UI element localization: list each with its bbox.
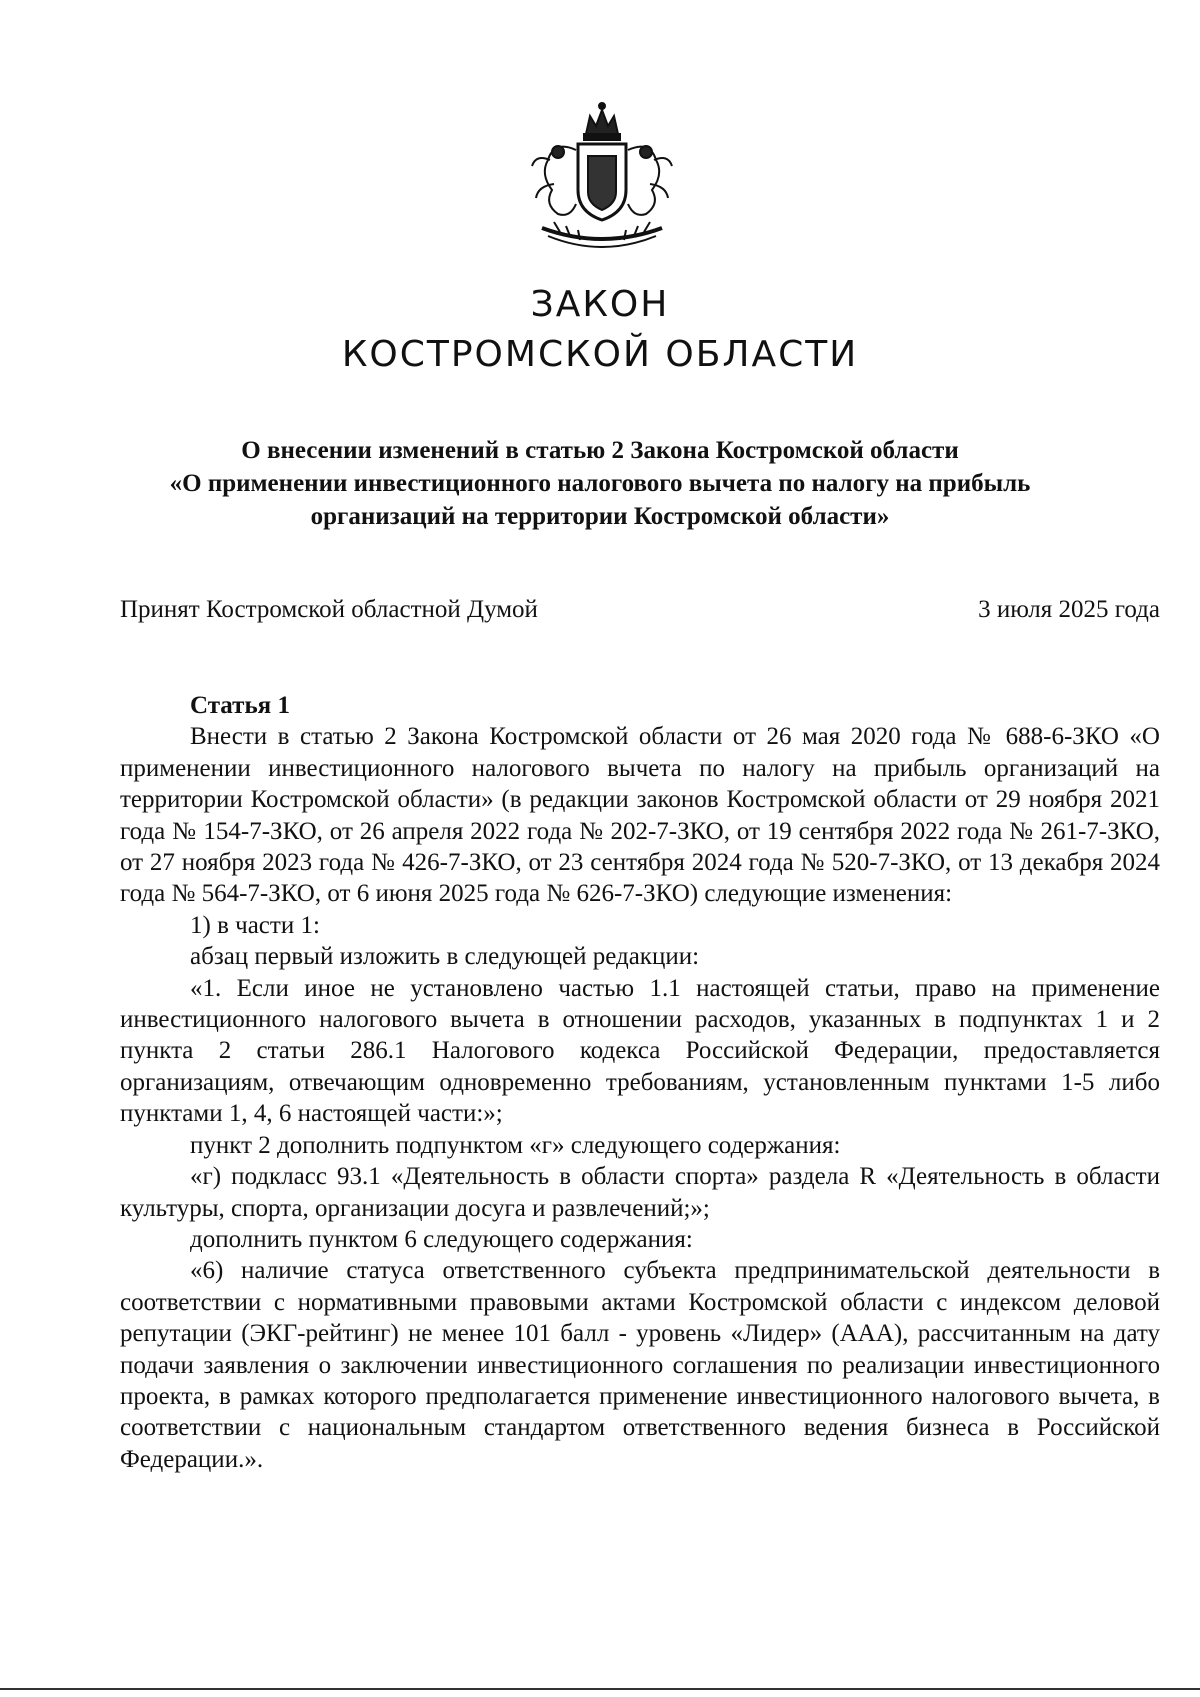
paragraph: абзац первый изложить в следующей редакции: <box>190 943 700 971</box>
adoption-line <box>120 596 1160 624</box>
paragraph: Внести в статью 2 Закона Костромской области от 26 мая 2020 года № 688-6-ЗКО «О применении инвестиционного налогового вычета по налогу на прибыль организаций на территории Костромской области» (в редакции законов Костромской области от 29 ноября 2021 года № 154-7-ЗКО, от 26 апреля 2022 года № 202-7-ЗКО, от 19 сентября 2022 года № 261-7-ЗКО, от 27 ноября 2023 года № 426-7-ЗКО, от 23 сентября 2024 года № 520-7-ЗКО, от 13 декабря 2024 года № 564-7-ЗКО, от 6 июня 2025 года № 626-7-ЗКО) следующие изменения: <box>120 723 1160 908</box>
paragraph: пункт 2 дополнить подпунктом «г» следующего содержания: <box>190 1131 841 1159</box>
page-bottom-rule <box>0 1688 1200 1690</box>
law-region: КОСТРОМСКОЙ ОБЛАСТИ <box>341 334 859 375</box>
paragraph: «1. Если иное не установлено частью 1.1 настоящей статьи, право на применение инвестиционного налогового вычета в отношении расходов, указанных в подпунктах 1 и 2 пункта 2 статьи 286.1 Налогового кодекса Российской Федерации, предоставляется организациям, отвечающим одновременно требованиям, установленным пунктами 1-5 либо пунктами 1, 4, 6 настоящей части:»; <box>120 974 1160 1128</box>
law-body <box>120 690 1160 1475</box>
paragraph: «г) подкласс 93.1 «Деятельность в области спорта» раздела R «Деятельность в области культуры, спорта, организации досуга и развлечений;»; <box>120 1163 1160 1222</box>
article-heading: Статья 1 <box>190 692 290 719</box>
paragraph: «6) наличие статуса ответственного субъекта предпринимательской деятельности в соответствии с нормативными правовыми актами Костромской области с индексом деловой репутации (ЭКГ-рейтинг) не менее 101 балл - уровень «Лидер» (ААА), рассчитанным на дату подачи заявления о заключении инвестиционного соглашения по реализации инвестиционного проекта, в рамках которого предполагается применение инвестиционного налогового вычета, в соответствии с национальным стандартом ответственного ведения бизнеса в Российской Федерации.». <box>120 1257 1160 1473</box>
paragraph: дополнить пунктом 6 следующего содержания: <box>190 1225 693 1253</box>
law-subject <box>120 434 1080 533</box>
adopted-date: 3 июля 2025 года <box>978 596 1160 623</box>
adopted-by: Принят Костромской областной Думой <box>120 596 538 623</box>
subject-line-3: организаций на территории Костромской области» <box>310 503 890 530</box>
law-title: ЗАКОН <box>530 284 670 325</box>
coat-of-arms-icon <box>514 100 690 260</box>
paragraph: 1) в части 1: <box>190 911 320 939</box>
subject-line-1: О внесении изменений в статью 2 Закона Костромской области <box>241 437 959 464</box>
subject-line-2: «О применении инвестиционного налогового вычета по налогу на прибыль <box>169 470 1031 497</box>
